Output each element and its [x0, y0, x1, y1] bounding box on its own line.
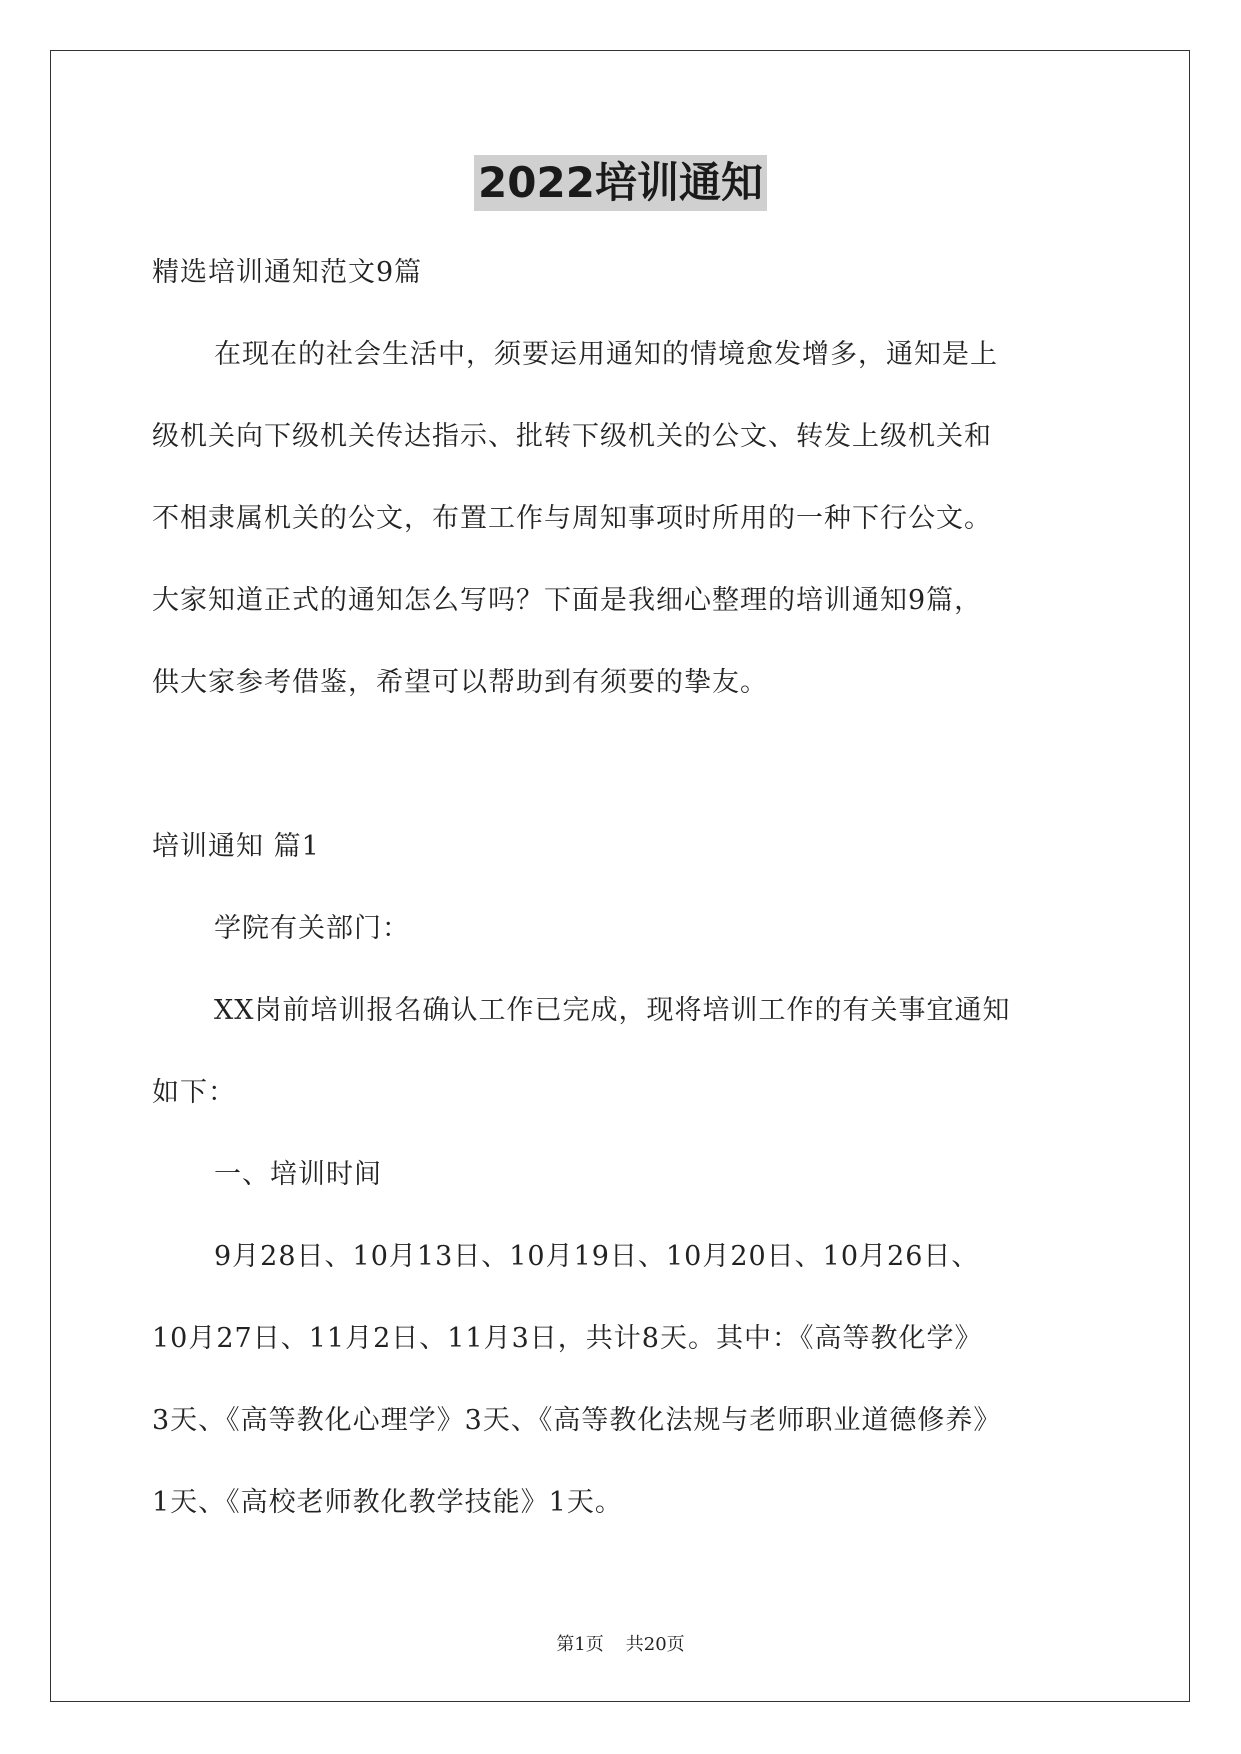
intro-line: 供大家参考借鉴，希望可以帮助到有须要的挚友。	[152, 667, 768, 698]
document-title: 2022培训通知	[474, 155, 767, 211]
body-line: 10月27日、11月2日、11月3日，共计8天。其中：《高等教化学》	[152, 1323, 983, 1354]
section-heading: 培训通知 篇1	[152, 831, 320, 862]
document-title-block	[0, 155, 1241, 211]
item-heading: 一、培训时间	[214, 1159, 382, 1190]
body-line: 3天、《高等教化心理学》3天、《高等教化法规与老师职业道德修养》	[152, 1405, 1002, 1436]
intro-line: 级机关向下级机关传达指示、批转下级机关的公文、转发上级机关和	[152, 421, 992, 452]
intro-line: 在现在的社会生活中，须要运用通知的情境愈发增多，通知是上	[214, 339, 998, 370]
salutation: 学院有关部门：	[214, 913, 410, 944]
page-total: 共20页	[625, 1634, 685, 1655]
body-line: 1天、《高校老师教化教学技能》1天。	[152, 1487, 623, 1518]
body-line: 9月28日、10月13日、10月19日、10月20日、10月26日、	[214, 1241, 980, 1272]
document-subtitle: 精选培训通知范文9篇	[152, 257, 423, 288]
paragraph-gap	[152, 724, 1112, 806]
body-line: XX岗前培训报名确认工作已完成，现将培训工作的有关事宜通知	[214, 995, 1011, 1026]
page-number: 第1页	[556, 1634, 604, 1655]
body-line: 如下：	[152, 1077, 236, 1108]
page-footer	[0, 1630, 1241, 1656]
intro-line: 大家知道正式的通知怎么写吗？下面是我细心整理的培训通知9篇，	[152, 585, 983, 616]
intro-line: 不相隶属机关的公文，布置工作与周知事项时所用的一种下行公文。	[152, 503, 992, 534]
document-body	[152, 232, 1112, 1544]
